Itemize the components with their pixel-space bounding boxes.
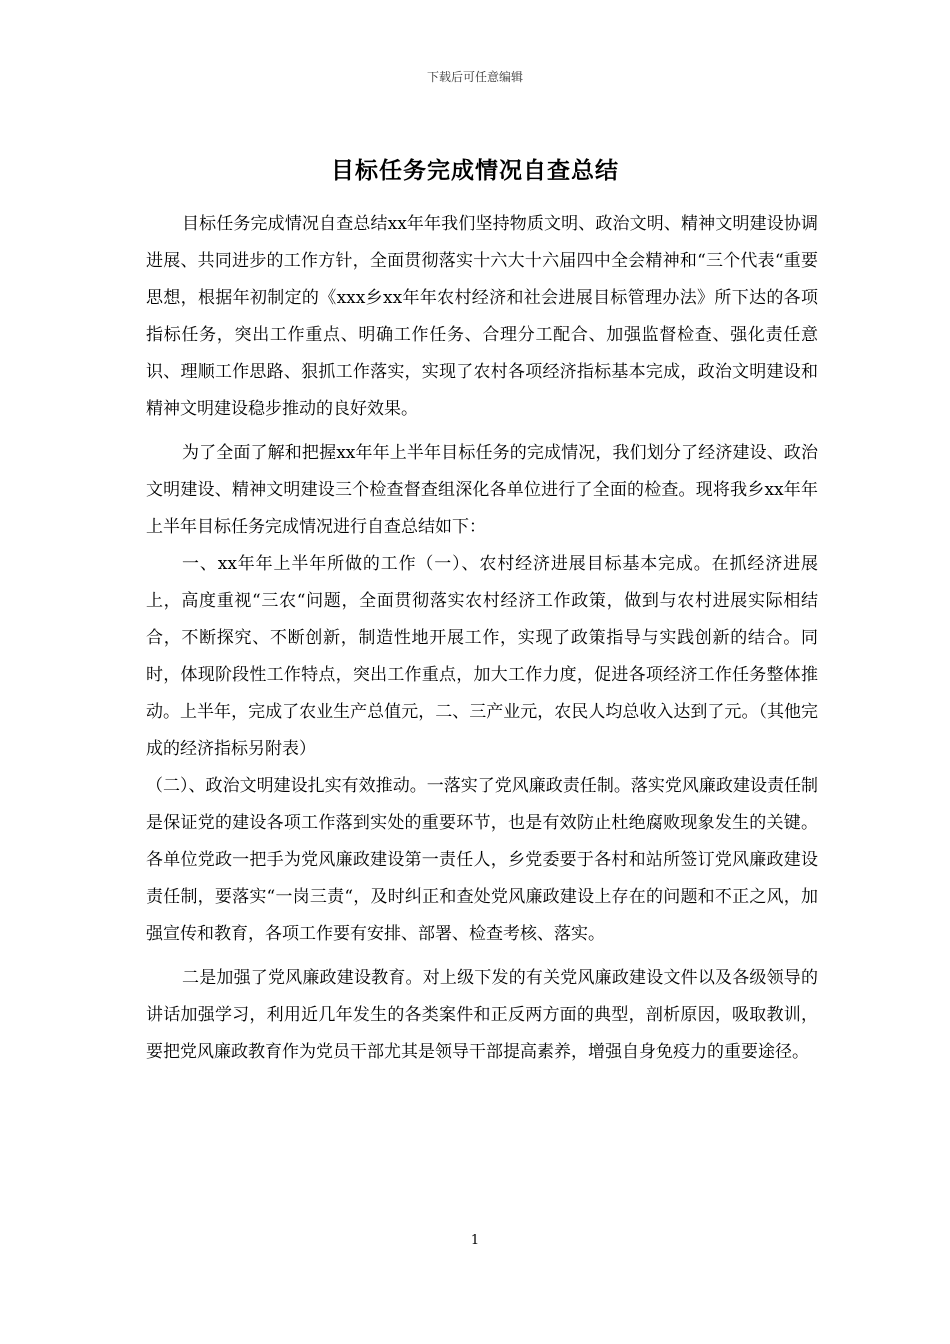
page-header: 下载后可任意编辑 [426, 70, 523, 84]
paragraph-5: 二是加强了党风廉政建设教育。对上级下发的有关党风廉政建设文件以及各级领导的讲话加强学习，利用近几年发生的各类案件和正反两方面的典型，剖析原因，吸取教训，要把党风廉政教育作为党员干部尤其是领导干部提高素养，增强自身免疫力的重要途径。 [146, 968, 818, 1062]
page-number: 1 [470, 1233, 480, 1248]
document-body [146, 206, 818, 1071]
document-title: 目标任务完成情况自查总结 [331, 158, 619, 184]
paragraph-1: 目标任务完成情况自查总结xx年年我们坚持物质文明、政治文明、精神文明建设协调进展、共同进步的工作方针，全面贯彻落实十六大十六届四中全会精神和“三个代表“重要思想，根据年初制定的《xxx乡xx年年农村经济和社会进展目标管理办法》所下达的各项指标任务，突出工作重点、明确工作任务、合理分工配合、加强监督检查、强化责任意识、理顺工作思路、狠抓工作落实，实现了农村各项经济指标基本完成，政治文明建设和精神文明建设稳步推动的良好效果。 [146, 214, 818, 419]
paragraph-2: 为了全面了解和把握xx年年上半年目标任务的完成情况，我们划分了经济建设、政治文明建设、精神文明建设三个检查督查组深化各单位进行了全面的检查。现将我乡xx年年上半年目标任务完成情况进行自查总结如下： [146, 443, 818, 537]
paragraph-3: 一、xx年年上半年所做的工作（一）、农村经济进展目标基本完成。在抓经济进展上，高度重视“三农“问题，全面贯彻落实农村经济工作政策，做到与农村进展实际相结合，不断探究、不断创新，制造性地开展工作，实现了政策指导与实践创新的结合。同时，体现阶段性工作特点，突出工作重点，加大工作力度，促进各项经济工作任务整体推动。上半年，完成了农业生产总值元，二、三产业元，农民人均总收入达到了元。（其他完成的经济指标另附表） [146, 554, 818, 759]
paragraph-4: （二）、政治文明建设扎实有效推动。一落实了党风廉政责任制。落实党风廉政建设责任制是保证党的建设各项工作落到实处的重要环节，也是有效防止杜绝腐败现象发生的关键。各单位党政一把手为党风廉政建设第一责任人，乡党委要于各村和站所签订党风廉政建设责任制，要落实“一岗三责“，及时纠正和查处党风廉政建设上存在的问题和不正之风，加强宣传和教育，各项工作要有安排、部署、检查考核、落实。 [146, 776, 818, 944]
